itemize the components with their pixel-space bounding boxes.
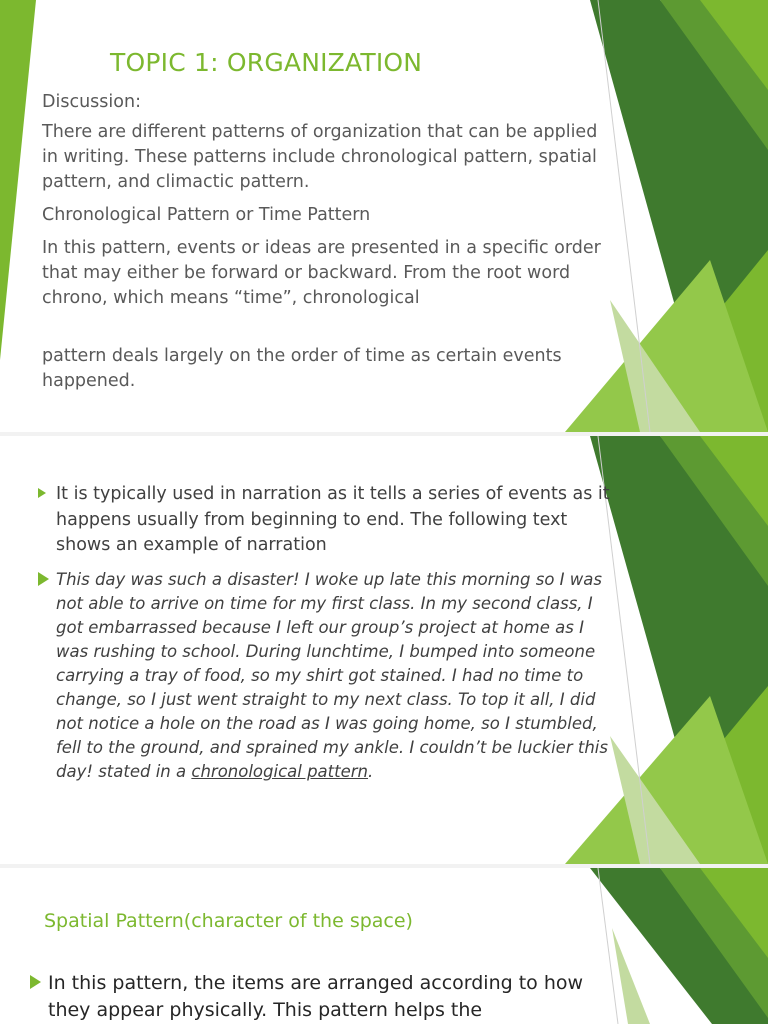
bullet-arrow-icon xyxy=(38,572,49,586)
slide-1 xyxy=(0,0,768,432)
bullet-arrow-icon xyxy=(30,975,41,989)
spatial-pattern-title: Spatial Pattern(character of the space) xyxy=(44,910,413,932)
narration-bullet: It is typically used in narration as it tells a series of events as it happens usually from beginning to end. The following text shows an example of narration xyxy=(56,484,610,555)
discussion-label: Discussion: xyxy=(42,92,141,112)
chronological-paragraph-continued: pattern deals largely on the order of time as certain events happened. xyxy=(42,346,562,391)
chronological-pattern-link[interactable]: chronological pattern xyxy=(191,762,369,781)
narration-example xyxy=(56,568,616,784)
bullet-arrow-icon xyxy=(38,488,46,498)
slide-2 xyxy=(0,436,768,864)
spatial-pattern-bullet: In this pattern, the items are arranged according to how they appear physically. This pattern helps the xyxy=(48,972,584,1021)
narration-example-end: . xyxy=(368,762,374,781)
slide-title: TOPIC 1: ORGANIZATION xyxy=(110,48,423,77)
intro-paragraph: There are different patterns of organization that can be applied in writing. These patterns include chronological pattern, spatial pattern, and climactic pattern. xyxy=(42,122,598,192)
chronological-heading: Chronological Pattern or Time Pattern xyxy=(42,205,371,225)
narration-example-text: This day was such a disaster! I woke up late this morning so I was not able to arrive on time for my first class. In my second class, I got embarrassed because I left our group’s project at home as I was rushing to school. During lunchtime, I bumped into someone carrying a tray of food, so my shirt got stained. I had no time to change, so I just went straight to my next class. To top it all, I did not notice a hole on the road as I was going home, so I stumbled, fell to the ground, and sprained my ankle. I couldn’t be luckier this day! stated in a xyxy=(56,570,608,781)
chronological-paragraph: In this pattern, events or ideas are presented in a specific order that may either be forward or backward. From the root word chrono, which means “time”, chronological xyxy=(42,238,601,308)
